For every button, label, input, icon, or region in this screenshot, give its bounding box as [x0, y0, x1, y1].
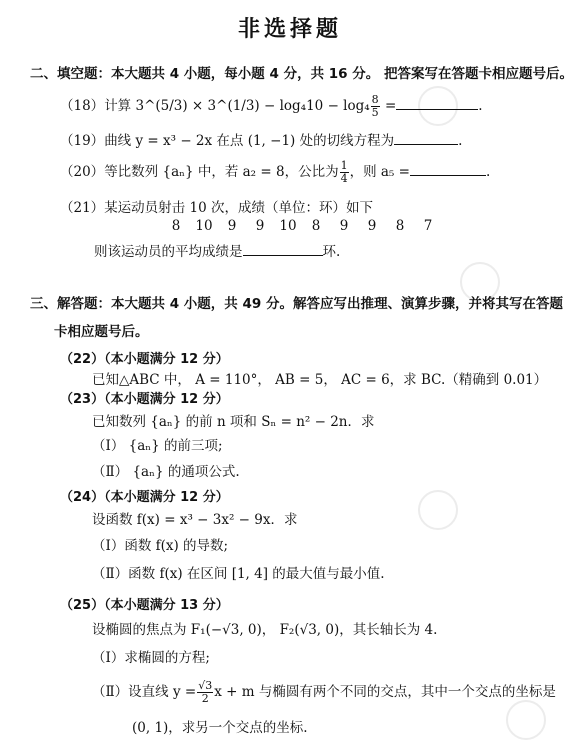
- q22-label: （22）（本小题满分 12 分）: [60, 352, 229, 367]
- q18-fraction: $\frac{8}{5}$: [371, 93, 379, 119]
- q24-text: 设函数 f(x) = x³ − 3x² − 9x．求: [92, 512, 298, 528]
- score-value: 8: [171, 218, 181, 234]
- score-value: 7: [423, 218, 433, 234]
- q25-part2-line2: (0, 1)，求另一个交点的坐标.: [132, 720, 308, 736]
- question-20: （20）等比数列 {aₙ} 中，若 a₂ = 8，公比为 $\frac{1}{4}$ ，则 a₅ = .: [60, 159, 491, 185]
- q18-answer-blank: [396, 97, 478, 110]
- q21-text: 某运动员射击 10 次，成绩（单位：环）如下: [104, 200, 373, 216]
- q19-answer-blank: [394, 132, 458, 145]
- q21-scores: [162, 218, 442, 234]
- section3-heading-line1: 三、解答题：本大题共 4 小题，共 49 分。解答应写出推理、演算步骤，并将其写在答题: [30, 296, 563, 312]
- score-value: 8: [311, 218, 321, 234]
- score-value: 10: [195, 218, 213, 234]
- question-18: （18）计算 3^(5/3) × 3^(1/3) − log₄10 − log₄ $\frac{8}{5}$ = .: [60, 93, 483, 119]
- q23-label: （23）（本小题满分 12 分）: [60, 392, 229, 407]
- q24-part2: （Ⅱ）函数 f(x) 在区间 [1, 4] 的最大值与最小值.: [92, 566, 385, 582]
- q25-fraction: $\frac{√3}{2}$: [198, 679, 213, 705]
- q21-follow: 则该运动员的平均成绩是 环.: [94, 244, 341, 260]
- q25-text: 设椭圆的焦点为 F₁(−√3, 0)， F₂(√3, 0)，其长轴长为 4.: [92, 622, 438, 638]
- watermark-icon: [418, 490, 458, 530]
- q18-expr: 3^(5/3) × 3^(1/3) − log₄10 − log₄: [135, 98, 370, 114]
- section3-heading-line2: 卡相应题号后。: [54, 324, 149, 340]
- q25-label: （25）（本小题满分 13 分）: [60, 598, 229, 613]
- q24-label: （24）（本小题满分 12 分）: [60, 490, 229, 505]
- score-value: 9: [255, 218, 265, 234]
- q20-text: 等比数列 {aₙ} 中，若 a₂ = 8，公比为: [104, 164, 339, 180]
- watermark-icon: [506, 700, 546, 740]
- q18-number: （18）: [60, 98, 105, 114]
- score-value: 9: [339, 218, 349, 234]
- q20-number: （20）: [60, 164, 105, 180]
- q25-part2: （Ⅱ）设直线 y = $\frac{√3}{2}$ x + m 与椭圆有两个不同的交点，其中一个交点的坐标是: [92, 679, 556, 705]
- q21-answer-blank: [243, 243, 323, 256]
- q19-number: （19）: [60, 133, 105, 149]
- q18-text: 计算: [104, 98, 132, 114]
- score-value: 9: [227, 218, 237, 234]
- score-value: 10: [279, 218, 297, 234]
- score-value: 8: [395, 218, 405, 234]
- q24-part1: （Ⅰ）函数 f(x) 的导数;: [92, 538, 229, 554]
- question-19: （19）曲线 y = x³ − 2x 在点 (1, −1) 处的切线方程为 .: [60, 133, 463, 149]
- q20-fraction: $\frac{1}{4}$: [340, 159, 348, 185]
- q23-part2: （Ⅱ） {aₙ} 的通项公式.: [92, 464, 240, 480]
- q21-number: （21）: [60, 200, 105, 216]
- page-title: 非选择题: [237, 16, 342, 42]
- q20-answer-blank: [410, 163, 486, 176]
- q23-text: 已知数列 {aₙ} 的前 n 项和 Sₙ = n² − 2n．求: [92, 414, 375, 430]
- question-21: [60, 196, 373, 216]
- q25-part1: （Ⅰ）求椭圆的方程;: [92, 650, 210, 666]
- q22-text: 已知△ABC 中， A = 110°， AB = 5， AC = 6，求 BC.（精确到 0.01）: [92, 372, 548, 388]
- q19-text: 曲线 y = x³ − 2x 在点 (1, −1) 处的切线方程为: [104, 133, 395, 149]
- section2-heading: 二、填空题：本大题共 4 小题，每小题 4 分，共 16 分。 把答案写在答题卡相应题号后。: [30, 66, 573, 82]
- score-value: 9: [367, 218, 377, 234]
- q23-part1: （Ⅰ） {aₙ} 的前三项;: [92, 438, 223, 454]
